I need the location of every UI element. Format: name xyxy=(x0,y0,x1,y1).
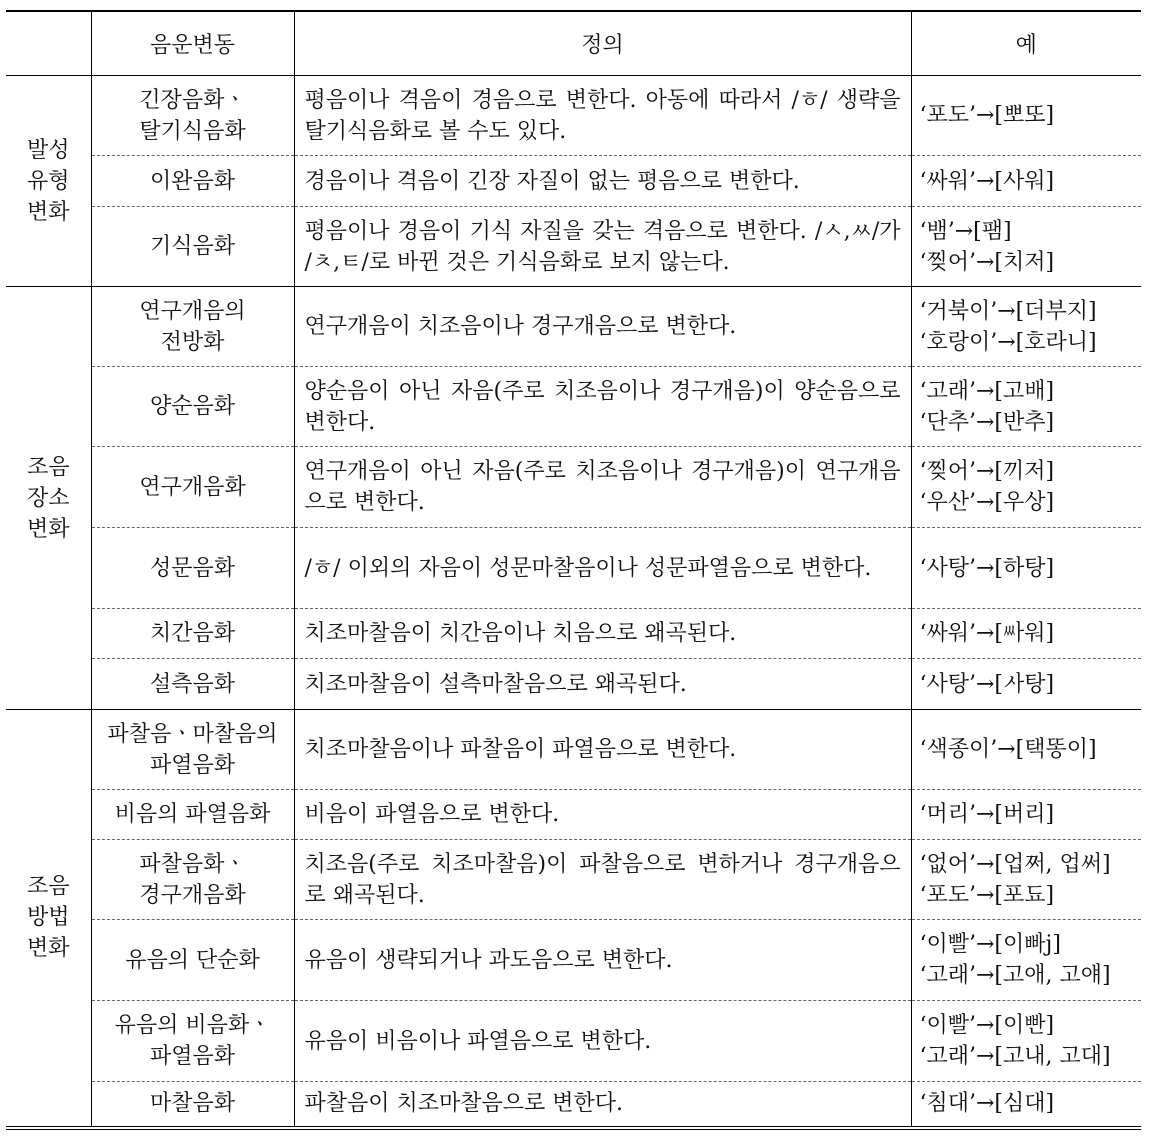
process-definition: 치조마찰음이나 파찰음이 파열음으로 변한다. xyxy=(294,710,911,790)
process-definition: 평음이나 경음이 기식 자질을 갖는 격음으로 변한다. /ㅅ,ㅆ/가 /ㅊ,ㅌ/로 바뀐 것은 기식음화로 보지 않는다. xyxy=(294,207,911,287)
process-name: 기식음화 xyxy=(91,207,294,287)
table-row xyxy=(6,920,1141,1001)
process-name: 연구개음의 전방화 xyxy=(91,287,294,367)
process-name: 파찰음화ㆍ 경구개음화 xyxy=(91,840,294,920)
process-example: ‘머리’→[버리] xyxy=(911,790,1141,840)
table-row xyxy=(6,76,1141,156)
process-definition: 유음이 비음이나 파열음으로 변한다. xyxy=(294,1001,911,1082)
process-definition: 치조마찰음이 설측마찰음으로 왜곡된다. xyxy=(294,659,911,710)
process-definition: 연구개음이 치조음이나 경구개음으로 변한다. xyxy=(294,287,911,367)
table-row xyxy=(6,1001,1141,1082)
header-row xyxy=(6,11,1141,76)
process-example: ‘사탕’→[ᄼᅡ탕] xyxy=(911,659,1141,710)
process-example: ‘싸워’→[ᄴᅡ워] xyxy=(911,609,1141,659)
process-example: ‘고래’→[고배] ‘단추’→[반추] xyxy=(911,367,1141,447)
category-cell: 조음 방법 변화 xyxy=(6,710,91,1128)
process-example: ‘이빨’→[이빤] ‘고래’→[고내, 고대] xyxy=(911,1001,1141,1082)
process-example: ‘찢어’→[끼저] ‘우산’→[우상] xyxy=(911,447,1141,528)
header-definition: 정의 xyxy=(294,11,911,76)
table-row xyxy=(6,609,1141,659)
table-row xyxy=(6,207,1141,287)
process-example: ‘사탕’→[하탕] xyxy=(911,528,1141,609)
process-example: ‘침대’→[심대] xyxy=(911,1082,1141,1128)
process-definition: 경음이나 격음이 긴장 자질이 없는 평음으로 변한다. xyxy=(294,156,911,207)
process-example: ‘포도’→[뽀또] xyxy=(911,76,1141,156)
table-row xyxy=(6,1082,1141,1128)
header-category xyxy=(6,11,91,76)
table-row xyxy=(6,156,1141,207)
header-example: 예 xyxy=(911,11,1141,76)
table-row xyxy=(6,790,1141,840)
process-example: ‘없어’→[업쩌, 업써] ‘포도’→[포됴] xyxy=(911,840,1141,920)
process-definition: 평음이나 격음이 경음으로 변한다. 아동에 따라서 /ㅎ/ 생략을 탈기식음화로 볼 수도 있다. xyxy=(294,76,911,156)
process-name: 양순음화 xyxy=(91,367,294,447)
table-row xyxy=(6,840,1141,920)
table-row xyxy=(6,447,1141,528)
process-name: 성문음화 xyxy=(91,528,294,609)
table-row xyxy=(6,710,1141,790)
process-definition: 치조음(주로 치조마찰음)이 파찰음으로 변하거나 경구개음으로 왜곡된다. xyxy=(294,840,911,920)
phonological-process-table xyxy=(6,10,1141,1130)
process-name: 치간음화 xyxy=(91,609,294,659)
process-definition: /ㅎ/ 이외의 자음이 성문마찰음이나 성문파열음으로 변한다. xyxy=(294,528,911,609)
table-row xyxy=(6,528,1141,609)
process-example: ‘싸워’→[사워] xyxy=(911,156,1141,207)
process-name: 파찰음ㆍ마찰음의 파열음화 xyxy=(91,710,294,790)
table-row xyxy=(6,659,1141,710)
process-example: ‘뱀’→[팸] ‘찢어’→[치저] xyxy=(911,207,1141,287)
header-process: 음운변동 xyxy=(91,11,294,76)
category-cell: 조음 장소 변화 xyxy=(6,287,91,710)
process-example: ‘색종이’→[택똥이] xyxy=(911,710,1141,790)
process-name: 설측음화 xyxy=(91,659,294,710)
process-definition: 연구개음이 아닌 자음(주로 치조음이나 경구개음)이 연구개음으로 변한다. xyxy=(294,447,911,528)
category-cell: 발성 유형 변화 xyxy=(6,76,91,287)
process-definition: 유음이 생략되거나 과도음으로 변한다. xyxy=(294,920,911,1001)
process-definition: 파찰음이 치조마찰음으로 변한다. xyxy=(294,1082,911,1128)
process-name: 연구개음화 xyxy=(91,447,294,528)
process-definition: 양순음이 아닌 자음(주로 치조음이나 경구개음)이 양순음으로 변한다. xyxy=(294,367,911,447)
process-name: 비음의 파열음화 xyxy=(91,790,294,840)
table-row xyxy=(6,367,1141,447)
process-name: 마찰음화 xyxy=(91,1082,294,1128)
process-name: 유음의 비음화ㆍ 파열음화 xyxy=(91,1001,294,1082)
process-name: 이완음화 xyxy=(91,156,294,207)
process-example: ‘거북이’→[더부지] ‘호랑이’→[호라니] xyxy=(911,287,1141,367)
process-example: ‘이빨’→[이빠j] ‘고래’→[고애, 고얘] xyxy=(911,920,1141,1001)
process-definition: 치조마찰음이 치간음이나 치음으로 왜곡된다. xyxy=(294,609,911,659)
process-definition: 비음이 파열음으로 변한다. xyxy=(294,790,911,840)
table-row xyxy=(6,287,1141,367)
process-name: 긴장음화ㆍ 탈기식음화 xyxy=(91,76,294,156)
process-name: 유음의 단순화 xyxy=(91,920,294,1001)
